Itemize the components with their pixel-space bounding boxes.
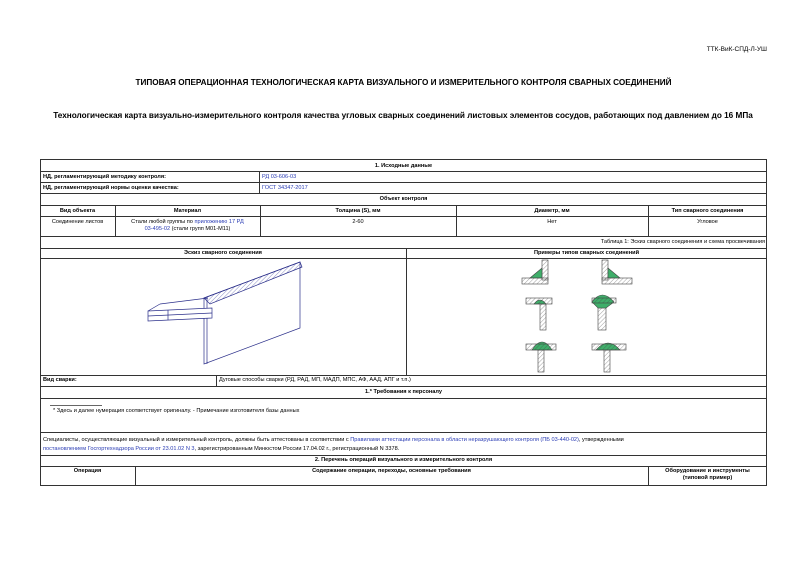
row-divider (40, 375, 767, 376)
row-divider (40, 398, 767, 399)
row-divider (40, 248, 767, 249)
footnote: * Здесь и далее нумерация соответствует оригиналу. - Примечание изготовителя базы данных (53, 408, 300, 414)
personnel-header: 1.* Требования к персоналу (365, 389, 442, 395)
examples-header: Примеры типов сварных соединений (533, 250, 640, 256)
row-divider (40, 171, 767, 172)
row-divider (40, 466, 767, 467)
table-caption: Таблица 1: Эскиз сварного соединения и схема просвечивания (600, 239, 765, 245)
thickness-value: 2-60 (352, 219, 364, 225)
joint-type-value: Угловое (697, 219, 718, 225)
footnote-rule (50, 405, 102, 406)
col-thickness: Толщина (S), мм (335, 208, 381, 214)
section1-header: 1. Исходные данные (374, 163, 433, 169)
object-header: Объект контроля (379, 196, 428, 202)
diameter-value: Нет (547, 219, 557, 225)
weld-type-value: Дуговые способы сварки (РД, РАД, МП, МАДП, МПС, АФ, ААД, АПГ и т.п.) (219, 377, 411, 383)
weld-type-label: Вид сварки: (43, 377, 77, 383)
object-type-value: Соединение листов (51, 219, 104, 225)
nd-quality-link[interactable]: ГОСТ 34347-2017 (262, 185, 308, 191)
col-divider (406, 248, 407, 375)
col-operation: Операция (73, 468, 102, 474)
material-value: Стали любой группы по приложению 17 РД 03-495-02 (стали групп М01-М11) (131, 219, 244, 232)
resolution-link[interactable]: постановлением Госгортехнадзора России от 23.01.02 N 3 (43, 445, 195, 452)
document-code: ТТК-ВиК-СПД-Л-УШ (706, 46, 767, 53)
col-equipment: Оборудование и инструменты (типовой пример) (665, 468, 750, 481)
col-divider (259, 171, 260, 193)
personnel-requirements: Специалисты, осуществляющие визуальный и измерительный контроль, должны быть аттестованы в соответствии с Правилами аттестации персонала в области неразрушающего контроля (ПБ 03-440-02), утвержденными постановлением Госгортехнадзора России от 23.01.02 N 3, зарегистрированным Минюстом России 17.04.02 г., регистрационный N 3378. (43, 437, 624, 452)
nd-method-label: НД, регламентирующий методику контроля: (43, 174, 166, 180)
joint-examples (520, 258, 640, 374)
weld-sketch (140, 258, 320, 373)
row-divider (40, 182, 767, 183)
material-link-rd[interactable]: 03-495-02 (144, 226, 171, 232)
row-divider (40, 236, 767, 237)
row-divider (40, 432, 767, 433)
sketch-header: Эскиз сварного соединения (184, 250, 262, 256)
row-divider (40, 205, 767, 206)
col-joint-type: Тип сварного соединения (671, 208, 744, 214)
attestation-rules-link[interactable]: Правилами аттестации персонала в области неразрушающего контроля (ПБ 03-440-02) (350, 437, 579, 443)
col-divider (216, 375, 217, 386)
col-material: Материал (173, 208, 202, 214)
col-content: Содержание операции, переходы, основные требования (312, 468, 471, 474)
nd-quality-label: НД, регламентирующий нормы оценки качества: (43, 185, 179, 191)
page-subtitle: Технологическая карта визуально-измерительного контроля качества угловых сварных соединений листовых элементов сосудов, работающих под давлением до 16 МПа (53, 111, 753, 120)
row-divider (40, 193, 767, 194)
col-object-type: Вид объекта (59, 208, 96, 214)
row-divider (40, 216, 767, 217)
material-link-appendix[interactable]: приложению 17 РД (194, 219, 244, 225)
col-diameter: Диаметр, мм (534, 208, 570, 214)
page-title: ТИПОВАЯ ОПЕРАЦИОННАЯ ТЕХНОЛОГИЧЕСКАЯ КАРТА ВИЗУАЛЬНОГО И ИЗМЕРИТЕЛЬНОГО КОНТРОЛЯ СВАРНЫХ СОЕДИНЕНИЙ (135, 78, 672, 87)
section2-header: 2. Перечень операций визуального и измерительного контроля (314, 457, 493, 463)
row-divider (40, 386, 767, 387)
nd-method-link[interactable]: РД 03-606-03 (262, 174, 297, 180)
row-divider (40, 455, 767, 456)
